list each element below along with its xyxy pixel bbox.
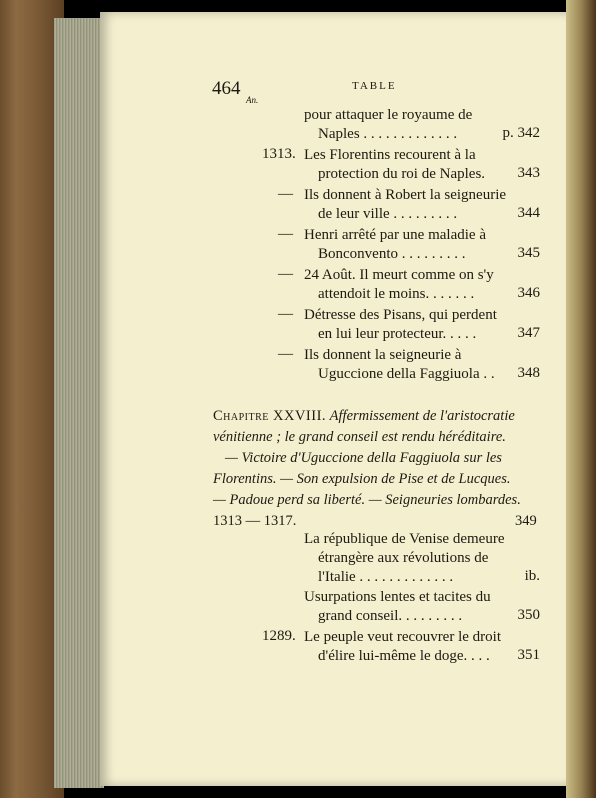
entry-text-line: Usurpations lentes et tacites du bbox=[304, 589, 491, 605]
chapter-summary-line: — Victoire d'Uguccione della Faggiuola sur les bbox=[225, 450, 502, 466]
entry-text-line: Henri arrêté par une maladie à bbox=[304, 227, 486, 243]
entry-text-line: pour attaquer le royaume de bbox=[304, 107, 473, 123]
chapter-label: Chapitre XXVIII. bbox=[213, 408, 327, 424]
chapter-summary-line: Affermissement de l'aristocratie bbox=[329, 408, 515, 424]
chapter-summary-line: Florentins. — Son expulsion de Pise et de Lucques. bbox=[213, 471, 511, 487]
entry-year: — bbox=[278, 266, 293, 282]
entry-text-line: 24 Août. Il meurt comme on s'y bbox=[304, 267, 494, 283]
chapter-years: 1313 — 1317. bbox=[213, 513, 297, 529]
entry-text-line: l'Italie . . . . . . . . . . . . . bbox=[318, 569, 454, 585]
chapter-summary-line: — Padoue perd sa liberté. — Seigneuries lombardes. bbox=[213, 492, 521, 508]
entry-page-number: 348 bbox=[517, 365, 540, 381]
chapter-heading bbox=[213, 406, 541, 532]
entry-page-number: 344 bbox=[517, 205, 540, 221]
entry-year: — bbox=[278, 306, 293, 322]
entry-text-line: La république de Venise demeure bbox=[304, 531, 505, 547]
entry-text-line: Ils donnent la seigneurie à bbox=[304, 347, 462, 363]
entry-year: — bbox=[278, 186, 293, 202]
entry-text-line: Détresse des Pisans, qui perdent bbox=[304, 307, 497, 323]
entry-page-number: 350 bbox=[517, 607, 540, 623]
entry-text-line: Ils donnent à Robert la seigneurie bbox=[304, 187, 507, 203]
entry-text-line: d'élire lui-même le doge. . . . bbox=[318, 648, 490, 664]
entry-text-line: Bonconvento . . . . . . . . . bbox=[318, 246, 466, 262]
entry-text-line: Le peuple veut recouvrer le droit bbox=[304, 629, 501, 645]
page-edges bbox=[54, 18, 104, 788]
year-column-label: An. bbox=[246, 95, 259, 105]
entry-page-number: p. 342 bbox=[502, 125, 540, 141]
entry-year: — bbox=[278, 226, 293, 242]
entry-year: 1289. bbox=[262, 628, 296, 644]
entry-page-number: 351 bbox=[517, 647, 540, 663]
entry-year: — bbox=[278, 346, 293, 362]
entry-text-line: grand conseil. . . . . . . . . bbox=[318, 608, 463, 624]
entry-text-line: Uguccione della Faggiuola . . bbox=[318, 366, 495, 382]
entry-text-line: attendoit le moins. . . . . . . bbox=[318, 286, 475, 302]
chapter-summary-line: vénitienne ; le grand conseil est rendu héréditaire. bbox=[213, 429, 506, 445]
entry-text-line: Naples . . . . . . . . . . . . . bbox=[318, 126, 458, 142]
entry-page-number: 347 bbox=[517, 325, 540, 341]
entry-text-line: protection du roi de Naples. bbox=[318, 166, 486, 182]
entry-page-number: ib. bbox=[524, 568, 540, 584]
entry-year: 1313. bbox=[262, 146, 296, 162]
entry-text-line: étrangère aux révolutions de bbox=[318, 550, 489, 566]
chapter-page: 349 bbox=[515, 513, 537, 529]
page-number: 464 bbox=[212, 78, 241, 99]
running-head: TABLE bbox=[352, 80, 397, 92]
entry-text-line: Les Florentins recourent à la bbox=[304, 147, 476, 163]
book-cover-right bbox=[566, 0, 596, 798]
entry-text-line: en lui leur protecteur. . . . . bbox=[318, 326, 477, 342]
entry-page-number: 343 bbox=[517, 165, 540, 181]
entry-text-line: de leur ville . . . . . . . . . bbox=[318, 206, 458, 222]
entry-page-number: 345 bbox=[517, 245, 540, 261]
entry-page-number: 346 bbox=[517, 285, 540, 301]
